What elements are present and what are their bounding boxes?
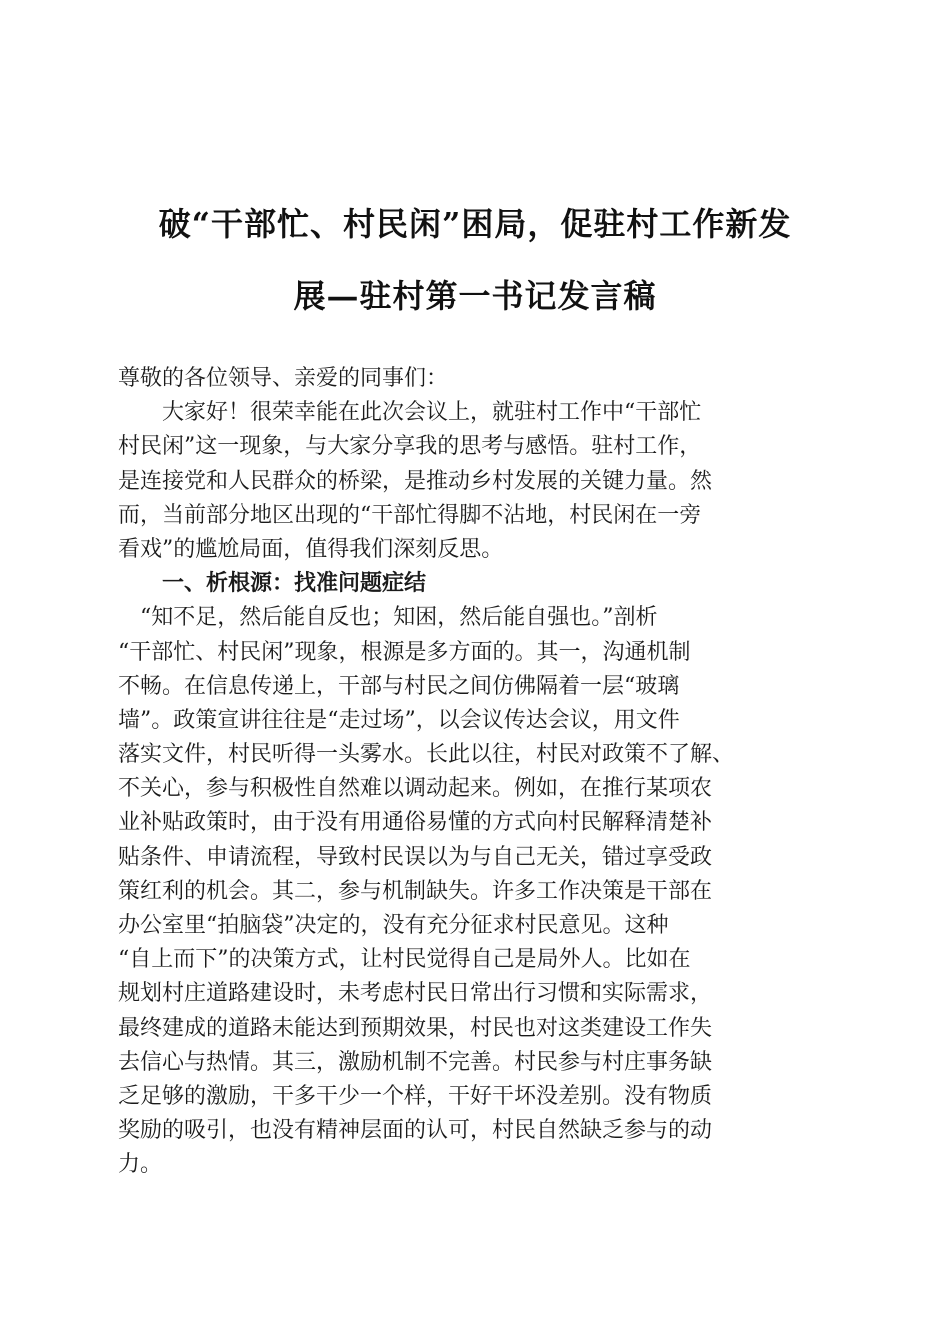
paragraph-line: “自上而下”的决策方式，让村民觉得自己是局外人。比如在	[118, 947, 691, 973]
paragraph-line: 看戏”的尴尬局面，值得我们深刻反思。	[118, 536, 504, 562]
paragraph-line: 去信心与热情。其三，激励机制不完善。村民参与村庄事务缺	[118, 1049, 713, 1075]
paragraph-line: 是连接党和人民群众的桥梁，是推动乡村发展的关键力量。然	[118, 468, 713, 494]
paragraph-line: 规划村庄道路建设时，未考虑村民日常出行习惯和实际需求，	[118, 981, 713, 1007]
title-line-2: 展—驻村第一书记发言稿	[293, 277, 657, 315]
paragraph-line: 办公室里“拍脑袋”决定的，没有充分征求村民意见。这种	[118, 913, 669, 938]
title-line-1: 破“干部忙、村民闲”困局，促驻村工作新发	[158, 205, 792, 243]
paragraph-line: 而，当前部分地区出现的“干部忙得脚不沾地，村民闲在一旁	[118, 502, 702, 528]
paragraph-line: 不畅。在信息传递上，干部与村民之间仿佛隔着一层“玻璃	[118, 673, 680, 699]
paragraph-line: 业补贴政策时，由于没有用通俗易懂的方式向村民解释清楚补	[118, 810, 713, 836]
paragraph-line: “干部忙、村民闲”现象，根源是多方面的。其一，沟通机制	[118, 639, 691, 665]
paragraph-line: 不关心，参与积极性自然难以调动起来。例如，在推行某项农	[118, 776, 713, 802]
paragraph-line: 奖励的吸引，也没有精神层面的认可，村民自然缺乏参与的动	[118, 1118, 713, 1144]
paragraph-line: 村民闲”这一现象，与大家分享我的思考与感悟。驻村工作，	[118, 434, 702, 460]
paragraph-line: 策红利的机会。其二，参与机制缺失。许多工作决策是干部在	[118, 878, 713, 904]
document-body	[118, 362, 838, 1183]
document-title	[100, 188, 850, 332]
paragraph-line: 大家好！很荣幸能在此次会议上，就驻村工作中“干部忙	[162, 400, 702, 426]
paragraph-line: 落实文件，村民听得一头雾水。长此以往，村民对政策不了解、	[118, 742, 735, 768]
paragraph-line: 力。	[118, 1152, 163, 1178]
paragraph-line: 墙”。政策宣讲往往是“走过场”，以会议传达会议，用文件	[118, 707, 680, 733]
salutation: 尊敬的各位领导、亲爱的同事们：	[118, 366, 449, 391]
section-heading: 一、析根源：找准问题症结	[162, 571, 427, 597]
paragraph-line: 贴条件、申请流程，导致村民误以为与自己无关，错过享受政	[118, 844, 713, 870]
paragraph-line: “知不足，然后能自反也；知困，然后能自强也。”剖析	[140, 605, 658, 631]
paragraph-line: 最终建成的道路未能达到预期效果，村民也对这类建设工作失	[118, 1015, 713, 1041]
paragraph-line: 乏足够的激励，干多干少一个样，干好干坏没差别。没有物质	[118, 1083, 713, 1109]
